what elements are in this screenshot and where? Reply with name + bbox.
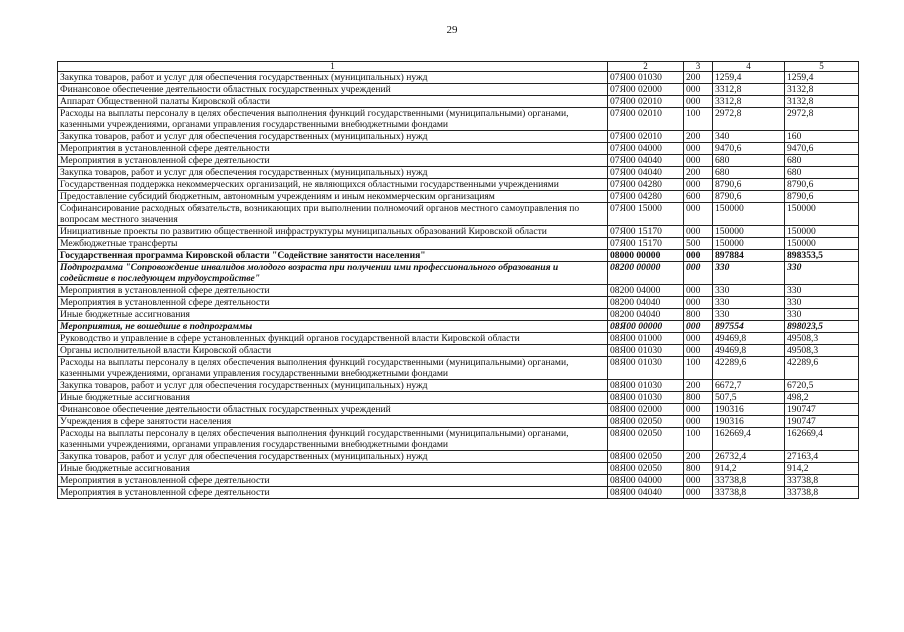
- table-row: [58, 226, 859, 238]
- row-amount-col4-cell: 340: [713, 131, 785, 143]
- row-name-cell: Закупка товаров, работ и услуг для обеспечения государственных (муниципальных) нужд: [58, 72, 608, 84]
- row-code-cell: 07Я00 15170: [608, 238, 684, 250]
- table-row: [58, 108, 859, 131]
- header-col-1: 1: [58, 62, 608, 72]
- row-amount-col5-cell: 2972,8: [785, 108, 859, 131]
- row-amount-col5-cell: 8790,6: [785, 179, 859, 191]
- row-amount-col4-cell: 9470,6: [713, 143, 785, 155]
- row-name-cell: Иные бюджетные ассигнования: [58, 392, 608, 404]
- table-row: [58, 285, 859, 297]
- row-code-cell: 07Я00 04040: [608, 155, 684, 167]
- row-name-cell: Предоставление субсидий бюджетным, автономным учреждениям и иным некоммерческим организациям: [58, 191, 608, 203]
- row-type-cell: 000: [684, 96, 713, 108]
- row-code-cell: 07Я00 02010: [608, 108, 684, 131]
- table-row: [58, 321, 859, 333]
- row-amount-col5-cell: 42289,6: [785, 357, 859, 380]
- table-row: [58, 345, 859, 357]
- row-code-cell: 08200 00000: [608, 262, 684, 285]
- row-name-cell: Финансовое обеспечение деятельности областных государственных учреждений: [58, 84, 608, 96]
- row-type-cell: 000: [684, 250, 713, 262]
- table-row: [58, 392, 859, 404]
- row-code-cell: 08Я00 00000: [608, 321, 684, 333]
- row-amount-col5-cell: 3132,8: [785, 96, 859, 108]
- row-amount-col5-cell: 680: [785, 167, 859, 179]
- row-amount-col5-cell: 330: [785, 262, 859, 285]
- table-row: [58, 155, 859, 167]
- table-row: [58, 297, 859, 309]
- row-name-cell: Мероприятия в установленной сфере деятельности: [58, 285, 608, 297]
- row-amount-col5-cell: 898023,5: [785, 321, 859, 333]
- row-amount-col4-cell: 330: [713, 262, 785, 285]
- row-amount-col5-cell: 3132,8: [785, 84, 859, 96]
- row-amount-col5-cell: 330: [785, 285, 859, 297]
- row-amount-col5-cell: 190747: [785, 404, 859, 416]
- row-code-cell: 08Я00 02050: [608, 451, 684, 463]
- row-type-cell: 000: [684, 321, 713, 333]
- row-amount-col4-cell: 8790,6: [713, 191, 785, 203]
- row-amount-col4-cell: 42289,6: [713, 357, 785, 380]
- table-row: [58, 309, 859, 321]
- row-name-cell: Закупка товаров, работ и услуг для обеспечения государственных (муниципальных) нужд: [58, 451, 608, 463]
- row-amount-col5-cell: 680: [785, 155, 859, 167]
- row-name-cell: Мероприятия в установленной сфере деятельности: [58, 487, 608, 499]
- row-amount-col4-cell: 330: [713, 309, 785, 321]
- row-code-cell: 08Я00 04000: [608, 475, 684, 487]
- row-amount-col5-cell: 160: [785, 131, 859, 143]
- row-type-cell: 200: [684, 380, 713, 392]
- row-amount-col5-cell: 1259,4: [785, 72, 859, 84]
- row-name-cell: Финансовое обеспечение деятельности областных государственных учреждений: [58, 404, 608, 416]
- row-amount-col5-cell: 162669,4: [785, 428, 859, 451]
- row-code-cell: 07Я00 02010: [608, 96, 684, 108]
- row-code-cell: 08200 04040: [608, 297, 684, 309]
- row-code-cell: 08Я00 02050: [608, 463, 684, 475]
- table-row: [58, 131, 859, 143]
- row-code-cell: 08Я00 01030: [608, 392, 684, 404]
- row-amount-col4-cell: 914,2: [713, 463, 785, 475]
- row-amount-col4-cell: 680: [713, 167, 785, 179]
- row-amount-col5-cell: 190747: [785, 416, 859, 428]
- row-code-cell: 08Я00 01030: [608, 345, 684, 357]
- row-name-cell: Мероприятия, не вошедшие в подпрограммы: [58, 321, 608, 333]
- row-amount-col5-cell: 150000: [785, 203, 859, 226]
- row-amount-col5-cell: 33738,8: [785, 487, 859, 499]
- row-type-cell: 100: [684, 108, 713, 131]
- row-amount-col4-cell: 897884: [713, 250, 785, 262]
- row-type-cell: 200: [684, 72, 713, 84]
- table-row: [58, 380, 859, 392]
- row-amount-col4-cell: 162669,4: [713, 428, 785, 451]
- row-code-cell: 08Я00 02050: [608, 428, 684, 451]
- row-amount-col4-cell: 150000: [713, 238, 785, 250]
- table-row: [58, 84, 859, 96]
- row-amount-col4-cell: 190316: [713, 416, 785, 428]
- row-amount-col5-cell: 49508,3: [785, 345, 859, 357]
- row-name-cell: Расходы на выплаты персоналу в целях обеспечения выполнения функций государственными (муниципальными) органами, казенными учреждениями, органами управления государственными внебюджетными фондами: [58, 108, 608, 131]
- row-amount-col4-cell: 49469,8: [713, 345, 785, 357]
- row-code-cell: 08Я00 01030: [608, 357, 684, 380]
- row-type-cell: 000: [684, 285, 713, 297]
- row-code-cell: 08Я00 01000: [608, 333, 684, 345]
- row-amount-col4-cell: 3312,8: [713, 84, 785, 96]
- table-row: [58, 416, 859, 428]
- row-type-cell: 600: [684, 191, 713, 203]
- header-col-4: 4: [713, 62, 785, 72]
- row-name-cell: Расходы на выплаты персоналу в целях обеспечения выполнения функций государственными (муниципальными) органами, казенными учреждениями, органами управления государственными внебюджетными фондами: [58, 428, 608, 451]
- row-name-cell: Иные бюджетные ассигнования: [58, 463, 608, 475]
- row-type-cell: 100: [684, 357, 713, 380]
- row-code-cell: 08Я00 02050: [608, 416, 684, 428]
- row-type-cell: 000: [684, 262, 713, 285]
- row-name-cell: Мероприятия в установленной сфере деятельности: [58, 297, 608, 309]
- table-row: [58, 191, 859, 203]
- row-name-cell: Органы исполнительной власти Кировской области: [58, 345, 608, 357]
- row-amount-col5-cell: 498,2: [785, 392, 859, 404]
- row-code-cell: 07Я00 02010: [608, 131, 684, 143]
- row-type-cell: 000: [684, 487, 713, 499]
- row-amount-col5-cell: 898353,5: [785, 250, 859, 262]
- row-amount-col4-cell: 330: [713, 297, 785, 309]
- row-name-cell: Мероприятия в установленной сфере деятельности: [58, 475, 608, 487]
- table-row: [58, 463, 859, 475]
- row-name-cell: Инициативные проекты по развитию общественной инфраструктуры муниципальных образований Кировской области: [58, 226, 608, 238]
- row-type-cell: 800: [684, 463, 713, 475]
- row-code-cell: 07Я00 15170: [608, 226, 684, 238]
- row-amount-col5-cell: 33738,8: [785, 475, 859, 487]
- row-code-cell: 08Я00 04040: [608, 487, 684, 499]
- row-type-cell: 000: [684, 416, 713, 428]
- table-row: [58, 487, 859, 499]
- row-amount-col4-cell: 2972,8: [713, 108, 785, 131]
- table-row: [58, 250, 859, 262]
- row-amount-col4-cell: 33738,8: [713, 487, 785, 499]
- row-code-cell: 07Я00 04000: [608, 143, 684, 155]
- row-type-cell: 100: [684, 428, 713, 451]
- row-type-cell: 000: [684, 84, 713, 96]
- row-type-cell: 500: [684, 238, 713, 250]
- row-amount-col4-cell: 330: [713, 285, 785, 297]
- row-amount-col5-cell: 27163,4: [785, 451, 859, 463]
- row-name-cell: Закупка товаров, работ и услуг для обеспечения государственных (муниципальных) нужд: [58, 131, 608, 143]
- row-name-cell: Софинансирование расходных обязательств, возникающих при выполнении полномочий органов местного самоуправления по вопросам местного значения: [58, 203, 608, 226]
- table-row: [58, 72, 859, 84]
- table-row: [58, 404, 859, 416]
- row-amount-col4-cell: 33738,8: [713, 475, 785, 487]
- row-name-cell: Подпрограмма "Сопровождение инвалидов молодого возраста при получении ими профессионального образования и содействие в последующем трудоустройстве": [58, 262, 608, 285]
- row-name-cell: Учреждения в сфере занятости населения: [58, 416, 608, 428]
- row-amount-col5-cell: 150000: [785, 226, 859, 238]
- row-code-cell: 08Я00 01030: [608, 380, 684, 392]
- row-amount-col4-cell: 3312,8: [713, 96, 785, 108]
- row-type-cell: 000: [684, 404, 713, 416]
- table-row: [58, 203, 859, 226]
- row-type-cell: 000: [684, 203, 713, 226]
- row-code-cell: 08200 04040: [608, 309, 684, 321]
- row-type-cell: 200: [684, 131, 713, 143]
- row-amount-col4-cell: 897554: [713, 321, 785, 333]
- row-type-cell: 000: [684, 297, 713, 309]
- row-amount-col4-cell: 6672,7: [713, 380, 785, 392]
- table-row: [58, 451, 859, 463]
- row-name-cell: Государственная программа Кировской области "Содействие занятости населения": [58, 250, 608, 262]
- table-row: [58, 428, 859, 451]
- row-code-cell: 07Я00 01030: [608, 72, 684, 84]
- row-amount-col5-cell: 914,2: [785, 463, 859, 475]
- row-name-cell: Государственная поддержка некоммерческих организаций, не являющихся областными государственными учреждениями: [58, 179, 608, 191]
- row-amount-col5-cell: 330: [785, 297, 859, 309]
- row-name-cell: Закупка товаров, работ и услуг для обеспечения государственных (муниципальных) нужд: [58, 380, 608, 392]
- row-type-cell: 000: [684, 179, 713, 191]
- row-code-cell: 07Я00 04280: [608, 191, 684, 203]
- row-name-cell: Межбюджетные трансферты: [58, 238, 608, 250]
- row-type-cell: 000: [684, 345, 713, 357]
- row-type-cell: 800: [684, 392, 713, 404]
- budget-table: [57, 61, 859, 499]
- header-col-3: 3: [684, 62, 713, 72]
- row-type-cell: 000: [684, 155, 713, 167]
- table-row: [58, 179, 859, 191]
- row-amount-col5-cell: 49508,3: [785, 333, 859, 345]
- row-name-cell: Аппарат Общественной палаты Кировской области: [58, 96, 608, 108]
- row-amount-col5-cell: 330: [785, 309, 859, 321]
- row-code-cell: 07Я00 04040: [608, 167, 684, 179]
- row-type-cell: 000: [684, 143, 713, 155]
- row-name-cell: Руководство и управление в сфере установленных функций органов государственной власти Кировской области: [58, 333, 608, 345]
- row-code-cell: 08200 04000: [608, 285, 684, 297]
- table-row: [58, 333, 859, 345]
- row-amount-col4-cell: 1259,4: [713, 72, 785, 84]
- row-code-cell: 08Я00 02000: [608, 404, 684, 416]
- row-code-cell: 07Я00 04280: [608, 179, 684, 191]
- row-type-cell: 000: [684, 226, 713, 238]
- table-row: [58, 238, 859, 250]
- table-row: [58, 96, 859, 108]
- column-number-row: [58, 62, 859, 72]
- table-row: [58, 475, 859, 487]
- budget-table-body: [58, 62, 859, 499]
- row-code-cell: 07Я00 15000: [608, 203, 684, 226]
- row-amount-col4-cell: 680: [713, 155, 785, 167]
- page-number: 29: [446, 24, 458, 36]
- header-col-5: 5: [785, 62, 859, 72]
- row-amount-col5-cell: 150000: [785, 238, 859, 250]
- row-code-cell: 07Я00 02000: [608, 84, 684, 96]
- row-amount-col4-cell: 190316: [713, 404, 785, 416]
- row-name-cell: Мероприятия в установленной сфере деятельности: [58, 143, 608, 155]
- row-amount-col4-cell: 150000: [713, 226, 785, 238]
- row-name-cell: Иные бюджетные ассигнования: [58, 309, 608, 321]
- row-code-cell: 08000 00000: [608, 250, 684, 262]
- table-row: [58, 143, 859, 155]
- row-amount-col5-cell: 8790,6: [785, 191, 859, 203]
- row-name-cell: Расходы на выплаты персоналу в целях обеспечения выполнения функций государственными (муниципальными) органами, казенными учреждениями, органами управления государственными внебюджетными фондами: [58, 357, 608, 380]
- row-type-cell: 200: [684, 451, 713, 463]
- row-amount-col4-cell: 8790,6: [713, 179, 785, 191]
- row-amount-col4-cell: 26732,4: [713, 451, 785, 463]
- table-row: [58, 357, 859, 380]
- row-amount-col4-cell: 507,5: [713, 392, 785, 404]
- row-type-cell: 000: [684, 475, 713, 487]
- row-name-cell: Закупка товаров, работ и услуг для обеспечения государственных (муниципальных) нужд: [58, 167, 608, 179]
- row-type-cell: 000: [684, 333, 713, 345]
- row-name-cell: Мероприятия в установленной сфере деятельности: [58, 155, 608, 167]
- row-amount-col4-cell: 49469,8: [713, 333, 785, 345]
- row-amount-col5-cell: 9470,6: [785, 143, 859, 155]
- row-type-cell: 200: [684, 167, 713, 179]
- header-col-2: 2: [608, 62, 684, 72]
- row-type-cell: 800: [684, 309, 713, 321]
- table-row: [58, 262, 859, 285]
- row-amount-col5-cell: 6720,5: [785, 380, 859, 392]
- table-row: [58, 167, 859, 179]
- row-amount-col4-cell: 150000: [713, 203, 785, 226]
